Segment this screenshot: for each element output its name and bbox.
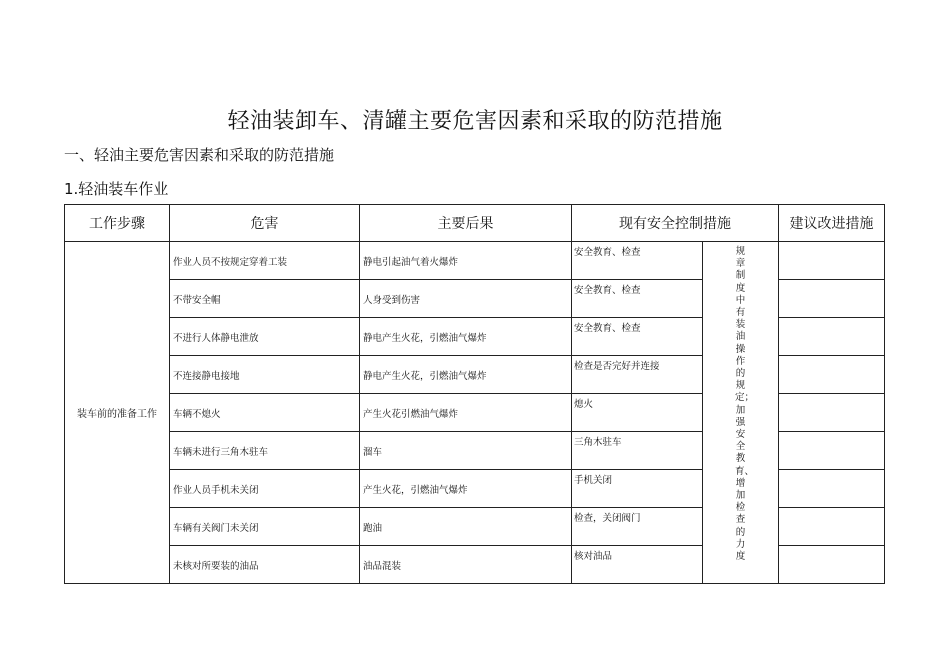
measure-cell: 检查，关闭阀门 bbox=[572, 508, 703, 546]
hazard-cell: 作业人员手机未关闭 bbox=[170, 470, 360, 508]
header-current-measures: 现有安全控制措施 bbox=[572, 205, 779, 242]
header-consequence: 主要后果 bbox=[360, 205, 572, 242]
step-cell: 装车前的准备工作 bbox=[65, 242, 170, 584]
measure-cell: 安全教育、检查 bbox=[572, 242, 703, 280]
consequence-cell: 静电引起油气着火爆炸 bbox=[360, 242, 572, 280]
measure-cell: 安全教育、检查 bbox=[572, 318, 703, 356]
measure-cell: 熄火 bbox=[572, 394, 703, 432]
hazard-cell: 未核对所要装的油品 bbox=[170, 546, 360, 584]
hazard-cell: 作业人员不按规定穿着工装 bbox=[170, 242, 360, 280]
document-title: 轻油装卸车、清罐主要危害因素和采取的防范措施 bbox=[227, 109, 723, 134]
consequence-cell: 产生火花引燃油气爆炸 bbox=[360, 394, 572, 432]
hazard-cell: 不带安全帽 bbox=[170, 280, 360, 318]
header-suggestions: 建议改进措施 bbox=[779, 205, 885, 242]
consequence-cell: 静电产生火花，引燃油气爆炸 bbox=[360, 318, 572, 356]
header-step: 工作步骤 bbox=[65, 205, 170, 242]
hazard-cell: 车辆不熄火 bbox=[170, 394, 360, 432]
suggestion-cell bbox=[779, 242, 885, 280]
regulation-note-cell bbox=[703, 242, 779, 584]
measure-cell: 手机关闭 bbox=[572, 470, 703, 508]
consequence-cell: 静电产生火花，引燃油气爆炸 bbox=[360, 356, 572, 394]
hazard-table bbox=[64, 204, 885, 584]
consequence-cell: 产生火花，引燃油气爆炸 bbox=[360, 470, 572, 508]
regulation-note-text: 规章制度中有装油操作的规定；加强安全教育、增加检查的力度 bbox=[735, 246, 755, 563]
table-header-row bbox=[65, 205, 885, 242]
consequence-cell: 跑油 bbox=[360, 508, 572, 546]
hazard-cell: 不连接静电接地 bbox=[170, 356, 360, 394]
suggestion-cell bbox=[779, 318, 885, 356]
consequence-cell: 溜车 bbox=[360, 432, 572, 470]
hazard-cell: 不进行人体静电泄放 bbox=[170, 318, 360, 356]
table-row bbox=[65, 242, 885, 280]
suggestion-cell bbox=[779, 508, 885, 546]
suggestion-cell bbox=[779, 394, 885, 432]
suggestion-cell bbox=[779, 470, 885, 508]
suggestion-cell bbox=[779, 546, 885, 584]
subsection-heading: 1.轻油装车作业 bbox=[64, 180, 169, 198]
suggestion-cell bbox=[779, 356, 885, 394]
suggestion-cell bbox=[779, 432, 885, 470]
measure-cell: 核对油品 bbox=[572, 546, 703, 584]
measure-cell: 检查是否完好并连接 bbox=[572, 356, 703, 394]
measure-cell: 三角木驻车 bbox=[572, 432, 703, 470]
measure-cell: 安全教育、检查 bbox=[572, 280, 703, 318]
hazard-cell: 车辆有关阀门未关闭 bbox=[170, 508, 360, 546]
consequence-cell: 人身受到伤害 bbox=[360, 280, 572, 318]
header-hazard: 危害 bbox=[170, 205, 360, 242]
consequence-cell: 油品混装 bbox=[360, 546, 572, 584]
section-heading: 一、轻油主要危害因素和采取的防范措施 bbox=[64, 146, 335, 164]
hazard-cell: 车辆未进行三角木驻车 bbox=[170, 432, 360, 470]
suggestion-cell bbox=[779, 280, 885, 318]
